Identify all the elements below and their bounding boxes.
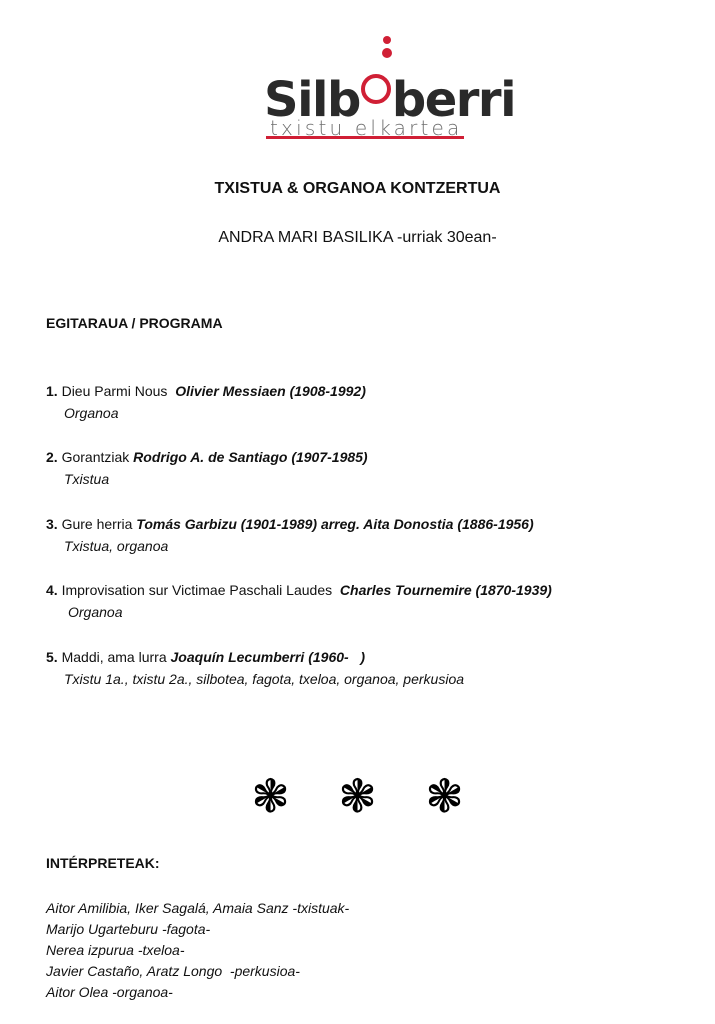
- instrumentation: Txistua, organoa: [64, 538, 169, 554]
- floral-asterisk-icon: ❃: [338, 770, 377, 822]
- performers-heading: INTÉRPRETEAK:: [46, 855, 160, 871]
- work-title: Improvisation sur Victimae Paschali Laudes: [61, 582, 333, 598]
- performer-line: Javier Castaño, Aratz Longo -perkusioa-: [46, 963, 300, 979]
- work-title: Gure herria: [61, 516, 133, 532]
- composer: Olivier Messiaen (1908-1992): [175, 383, 366, 399]
- logo-tagline: txistu elkartea: [270, 116, 463, 140]
- item-number: 1.: [46, 383, 58, 399]
- floral-asterisk-icon: ❃: [251, 770, 290, 822]
- ornament-divider: [0, 768, 715, 824]
- logo-dots-icon: [382, 36, 394, 60]
- program-item: [46, 380, 366, 424]
- item-number: 4.: [46, 582, 58, 598]
- work-title: Dieu Parmi Nous: [61, 383, 168, 399]
- item-number: 3.: [46, 516, 58, 532]
- composer: Charles Tournemire (1870-1939): [339, 582, 552, 598]
- instrumentation: Organoa: [64, 405, 119, 421]
- item-number: 2.: [46, 449, 58, 465]
- logo-name-part1: Silb: [264, 72, 360, 128]
- silboberri-logo: [262, 34, 516, 146]
- performer-line: Aitor Amilibia, Iker Sagalá, Amaia Sanz -txistuak-: [46, 900, 350, 916]
- program-heading: EGITARAUA / PROGRAMA: [46, 315, 223, 331]
- logo-name-part2: berri: [391, 72, 516, 128]
- instrumentation: Organoa: [68, 604, 123, 620]
- floral-asterisk-icon: ❃: [425, 770, 464, 822]
- instrumentation: Txistua: [64, 471, 110, 487]
- program-item: [46, 646, 464, 690]
- instrumentation: Txistu 1a., txistu 2a., silbotea, fagota, txeloa, organoa, perkusioa: [64, 671, 465, 687]
- composer: Rodrigo A. de Santiago (1907-1985): [133, 449, 368, 465]
- program-item: [46, 446, 368, 490]
- performer-line: Marijo Ugarteburu -fagota-: [46, 921, 211, 937]
- performer-line: Nerea izpurua -txeloa-: [46, 942, 185, 958]
- item-number: 5.: [46, 649, 58, 665]
- performer-line: Aitor Olea -organoa-: [46, 984, 173, 1000]
- program-item: [46, 513, 534, 557]
- concert-venue-date: ANDRA MARI BASILIKA -urriak 30ean-: [218, 229, 497, 246]
- work-title: Gorantziak: [61, 449, 130, 465]
- performers-list: [46, 898, 349, 1003]
- logo-o-ring-icon: [361, 74, 391, 104]
- program-item: [46, 579, 552, 623]
- concert-title: TXISTUA & ORGANOA KONTZERTUA: [214, 180, 501, 197]
- composer: Tomás Garbizu (1901-1989) arreg. Aita Donostia (1886-1956): [136, 516, 534, 532]
- work-title: Maddi, ama lurra: [61, 649, 167, 665]
- composer: Joaquín Lecumberri (1960- ): [170, 649, 366, 665]
